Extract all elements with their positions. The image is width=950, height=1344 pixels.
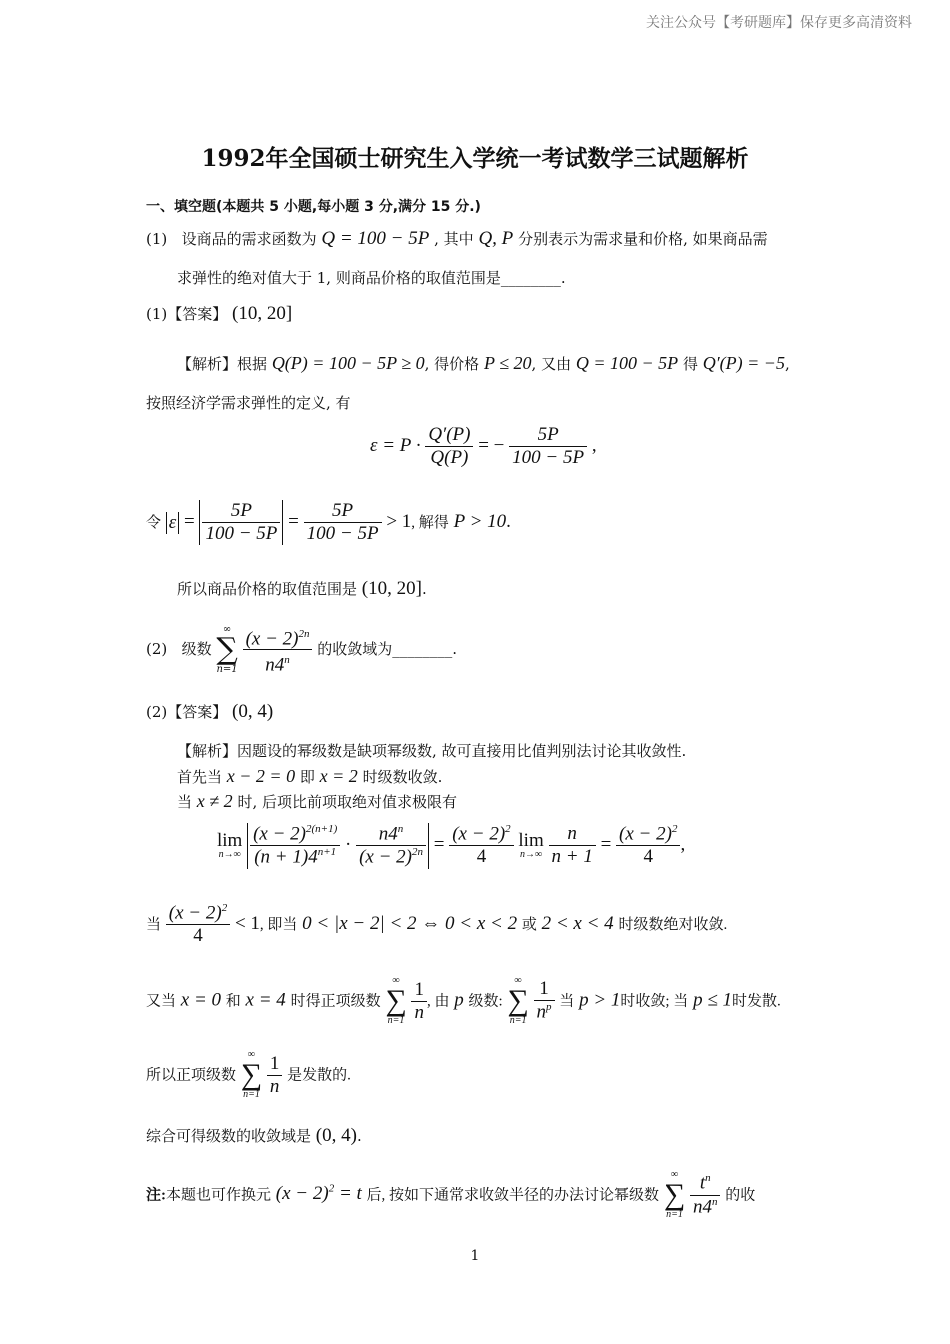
sigma-icon: ∑	[663, 1178, 686, 1211]
cond-b: < 1	[234, 913, 260, 935]
q1-line1	[146, 229, 768, 249]
q2-analysis-3eq: x ≠ 2	[196, 791, 233, 811]
note-a: 本题也可作换元	[166, 1187, 272, 1204]
div-sum-bot: n=1	[243, 1089, 260, 1100]
q1-number: (1)	[146, 230, 168, 248]
note-eq-b: = t	[338, 1183, 362, 1205]
lim-end: ,	[680, 834, 686, 856]
q2-text-a: 级数	[181, 639, 212, 658]
q2-analysis-2eq2: x = 2	[319, 766, 358, 786]
eps-f1-den: Q(P)	[425, 446, 473, 469]
q1-conclusion-b: (10, 20]	[361, 578, 422, 599]
end-sum-num: 1	[414, 978, 424, 1000]
lf1-den: (n + 1)4	[254, 846, 318, 868]
end-sum-den: n	[411, 1001, 427, 1024]
header-watermark: 关注公众号【考研题库】保存更多高清资料	[646, 15, 912, 31]
lim-1	[217, 831, 242, 860]
lf3-num: (x − 2)	[452, 823, 506, 845]
div-sum-top: ∞	[247, 1049, 256, 1060]
note-b: 后, 按如下通常求收敛半径的办法讨论幂级数	[366, 1187, 660, 1204]
q1-conclusion-a: 所以商品价格的取值范围是	[177, 580, 358, 598]
plain-frac-den: 100 − 5P	[304, 522, 382, 545]
q2-frac-den-exp: n	[284, 654, 290, 667]
lf4-den: n + 1	[549, 845, 596, 868]
q2-divergent-line	[146, 1050, 351, 1100]
note-c: 的收	[725, 1187, 756, 1204]
q2-sum	[216, 625, 237, 675]
q1-analysis-label: 【解析】	[177, 355, 238, 373]
note-sum-bot: n=1	[666, 1209, 683, 1220]
q1-analysis-d: 得	[682, 355, 698, 373]
note-eq-exp: 2	[328, 1183, 335, 1196]
eq-sign-1: =	[184, 510, 195, 532]
end-sum2-bot: n=1	[509, 1015, 527, 1026]
q1-analysis-e: ,	[784, 355, 790, 373]
q1-text-b: , 其中	[434, 230, 474, 248]
cond-e: 或	[521, 917, 537, 934]
q2-sum-bot: n=1	[216, 663, 238, 675]
end-sum-top: ∞	[392, 975, 400, 986]
final-a: 综合可得级数的收敛域是	[146, 1127, 312, 1145]
q1-text-c: 分别表示为需求量和价格, 如果商品需	[518, 230, 768, 248]
q2-frac-num-exp: 2n	[298, 628, 310, 640]
lim-abs	[247, 823, 429, 869]
note-frac-num: t	[699, 1172, 706, 1194]
q2-analysis-3	[177, 791, 457, 812]
eq-sign-2: =	[288, 510, 299, 532]
q2-analysis-2eq1: x − 2 = 0	[226, 766, 296, 786]
cond-a: 当	[146, 917, 162, 934]
q2-analysis-2b: 即	[299, 768, 315, 786]
page-number: 1	[470, 1248, 480, 1264]
note-label: 注:	[146, 1187, 166, 1204]
q1-ling: 令	[146, 514, 162, 531]
end-h: 时收敛; 当	[620, 993, 689, 1010]
end-sum2	[507, 976, 528, 1026]
q1-conclusion	[177, 579, 427, 599]
cond-frac-den: 4	[166, 924, 230, 947]
q2-answer-line	[146, 702, 273, 722]
cond-f: 2 < x < 4	[541, 913, 614, 935]
lf4-num: n	[567, 823, 577, 845]
q2-analysis-1-text: 因题设的幂级数是缺项幂级数, 故可直接用比值判别法讨论其收敛性.	[237, 742, 687, 760]
q1-def-line: 按照经济学需求弹性的定义, 有	[146, 394, 351, 412]
eps-end: ,	[591, 434, 597, 456]
end-i: p ≤ 1	[693, 989, 732, 1011]
q2-answer: (0, 4)	[232, 701, 274, 722]
q1-analysis-a: 根据	[237, 355, 268, 373]
q1-analysis-c: , 又由	[531, 355, 572, 373]
solve-text: , 解得	[411, 514, 449, 531]
q2-text-b: 的收敛域为________.	[317, 639, 458, 658]
lf3-den: 4	[449, 845, 513, 868]
abs-frac-den: 100 − 5P	[202, 522, 280, 545]
eps-eq: = −	[478, 434, 505, 456]
sigma-icon: ∑	[385, 984, 407, 1017]
cond-g: 时级数绝对收敛.	[618, 917, 728, 934]
section-heading: 一、填空题(本题共 5 小题,每小题 3 分,满分 15 分.)	[146, 199, 481, 215]
lf5-den: 4	[616, 845, 680, 868]
end-a: 又当	[146, 993, 177, 1010]
div-den: n	[267, 1075, 283, 1098]
q2-frac-num: (x − 2)	[245, 628, 299, 650]
q2-analysis-2a: 首先当	[177, 768, 223, 786]
div-b: 是发散的.	[287, 1067, 351, 1084]
lf1-num-exp: 2(n+1)	[306, 823, 338, 835]
lf1-den-exp: n+1	[317, 846, 337, 859]
eps-f2-den: 100 − 5P	[509, 446, 587, 469]
q1-demand-eq: Q = 100 − 5P	[321, 228, 430, 249]
q1-answer: (10, 20]	[232, 303, 293, 324]
lf1-num: (x − 2)	[253, 823, 307, 845]
abs-frac-num: 5P	[230, 500, 252, 521]
abs-eps: ε	[166, 512, 180, 534]
end-sum-bot: n=1	[387, 1015, 405, 1026]
lf2-num: n4	[378, 823, 398, 845]
plain-frac-num: 5P	[332, 500, 354, 521]
lf5-num-exp: 2	[671, 823, 678, 836]
sigma-icon: ∑	[240, 1058, 263, 1091]
div-num: 1	[269, 1052, 280, 1074]
q1-answer-label: (1)【答案】	[146, 305, 228, 323]
lf2-den-exp: 2n	[412, 846, 424, 859]
q1-analysis-line	[177, 353, 790, 374]
note-frac-den-exp: n	[711, 1195, 718, 1208]
lim-2-text: lim	[518, 830, 544, 852]
solve-eq: P > 10	[453, 510, 507, 532]
end-j: 时发散.	[732, 993, 781, 1010]
q1-line2: 求弹性的绝对值大于 1, 则商品价格的取值范围是________.	[177, 269, 566, 287]
q2-analysis-1	[177, 741, 686, 761]
lf2-num-exp: n	[397, 823, 404, 835]
q1-text-a: 设商品的需求函数为	[181, 230, 317, 248]
q1-analysis-b: , 得价格	[424, 355, 480, 373]
note-eq: (x − 2)	[275, 1183, 329, 1205]
q1-analysis-eq3: Q = 100 − 5P	[575, 353, 679, 373]
q2-note	[146, 1170, 755, 1220]
q2-line	[146, 624, 457, 676]
lim-eq-2: =	[600, 834, 612, 856]
note-sum	[664, 1170, 685, 1220]
q1-analysis-eq1: Q(P) = 100 − 5P ≥ 0	[271, 353, 425, 373]
lim-dot: ·	[345, 834, 352, 856]
end-sum	[385, 976, 406, 1026]
cond-d: 0 < |x − 2| < 2 ⇔ 0 < x < 2	[302, 913, 518, 935]
q2-limit-formula	[217, 823, 685, 869]
q2-analysis-3b: 时, 后项比前项取绝对值求极限有	[237, 793, 457, 811]
lim-eq-1: =	[433, 834, 445, 856]
lf5-num: (x − 2)	[619, 823, 672, 845]
cond-frac-num-exp: 2	[221, 902, 228, 914]
eps-frac1	[425, 424, 473, 469]
sigma-icon: ∑	[507, 984, 529, 1017]
end-d: , 由	[426, 993, 450, 1010]
q2-pseries-line	[146, 976, 781, 1026]
note-frac-num-exp: n	[705, 1172, 711, 1185]
q2-frac	[243, 624, 313, 676]
q1-vars: Q, P	[478, 228, 514, 249]
q2-analysis-label: 【解析】	[177, 742, 238, 760]
eps-f2-num: 5P	[537, 424, 559, 445]
final-c: .	[356, 1127, 362, 1145]
end-p: p	[454, 989, 464, 1011]
lim-2	[518, 831, 543, 860]
eps-lhs: ε = P ·	[370, 434, 421, 456]
q1-analysis-eq4: Q′(P) = −5	[702, 353, 785, 373]
q2-sum-top: ∞	[222, 623, 232, 635]
lf2-den: (x − 2)	[359, 846, 413, 868]
q2-frac-den: n4	[265, 654, 285, 676]
end-sum2-den-exp: p	[546, 1001, 552, 1014]
end-eq2: x = 4	[245, 989, 286, 1011]
gt-one: > 1	[386, 510, 412, 532]
eps-f1-num: Q′(P)	[428, 424, 471, 445]
solve-end: .	[506, 510, 511, 532]
note-sum-top: ∞	[670, 1169, 679, 1180]
q1-answer-line	[146, 304, 292, 324]
end-eq1: x = 0	[180, 989, 222, 1011]
end-g: p > 1	[579, 989, 621, 1011]
end-sum2-num: 1	[539, 978, 549, 1000]
q2-analysis-2c: 时级数收敛.	[362, 768, 443, 786]
abs-frac	[199, 500, 283, 545]
lf3-num-exp: 2	[505, 823, 511, 836]
q2-number: (2)	[146, 639, 168, 658]
end-f: 当	[559, 993, 575, 1010]
lim-2-sub: n→∞	[520, 849, 543, 861]
lim-1-sub: n→∞	[218, 849, 241, 861]
note-frac-den: n4	[692, 1195, 712, 1217]
div-sum	[241, 1050, 262, 1100]
lim-1-text: lim	[217, 830, 243, 852]
q1-elasticity-formula	[370, 424, 597, 469]
end-sum2-den: n	[536, 1001, 547, 1023]
q2-final	[146, 1126, 362, 1146]
end-sum2-top: ∞	[514, 975, 522, 986]
q2-condition-line	[146, 902, 727, 947]
q1-analysis-eq2: P ≤ 20	[483, 353, 532, 373]
q2-answer-label: (2)【答案】	[146, 703, 228, 721]
final-b: (0, 4)	[315, 1125, 357, 1146]
cond-frac-num: (x − 2)	[168, 902, 222, 924]
q1-conclusion-c: .	[421, 580, 427, 598]
end-e: 级数:	[468, 993, 503, 1010]
q1-let-line	[146, 500, 511, 545]
cond-c: , 即当	[259, 917, 298, 934]
document-title: 1992年全国硕士研究生入学统一考试数学三试题解析	[201, 145, 749, 172]
eps-frac2	[509, 424, 587, 469]
plain-frac	[304, 500, 382, 545]
sigma-icon: ∑	[216, 631, 238, 667]
end-b: 和	[225, 993, 241, 1010]
q2-analysis-3a: 当	[177, 793, 193, 811]
q2-analysis-2	[177, 766, 442, 787]
end-c: 时得正项级数	[290, 993, 381, 1010]
div-a: 所以正项级数	[146, 1067, 237, 1084]
